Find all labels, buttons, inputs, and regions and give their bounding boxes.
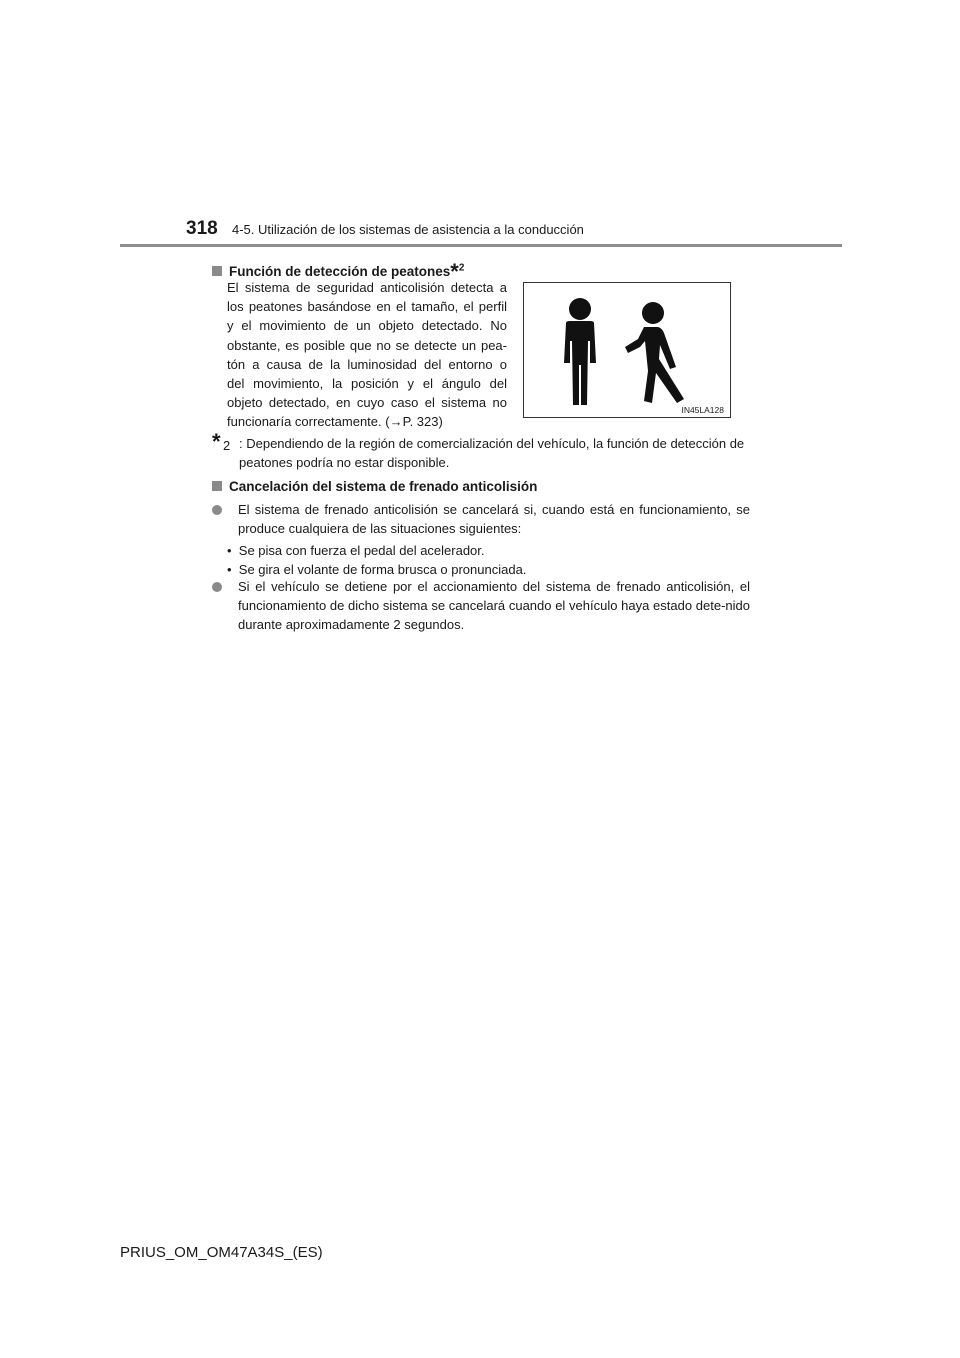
pedestrian-illustration — [524, 283, 732, 419]
bullet-item — [212, 577, 750, 635]
paragraph-line: El sistema de seguridad anticolisión detecta a — [227, 280, 507, 295]
round-bullet-icon — [212, 505, 222, 515]
footnote-number: 2 — [223, 438, 231, 453]
footnote-text: : Dependiendo de la región de comercialización del vehículo, la función de detección de peatones podría no estar disponible. — [239, 436, 745, 470]
bullet-text: El sistema de frenado anticolisión se cancelará si, cuando está en funcionamiento, se produce cualquiera de las situaciones siguientes: — [238, 502, 750, 537]
pedestrian-detection-paragraph — [227, 278, 507, 432]
paragraph-line: tón a causa de la luminosidad del entorno o — [227, 356, 507, 372]
paragraph-line: del movimiento, la posición y el ángulo del — [227, 376, 507, 392]
sub-bullet-marker: • — [227, 543, 232, 558]
page-number: 318 — [186, 218, 218, 239]
round-bullet-icon — [212, 582, 222, 592]
paragraph-text: funcionaría correctamente. ( — [227, 414, 390, 430]
bullet-text: Si el vehículo se detiene por el accionamiento del sistema de frenado anticolisión, el funcionamiento de dicho sistema se cancelará cuando el vehículo haya estado dete-nido durante aproximadamente 2 segundos. — [238, 579, 750, 633]
arrow-icon: → — [389, 414, 403, 430]
sub-list-text: Se pisa con fuerza el pedal del acelerador. — [238, 543, 485, 558]
footnote — [212, 429, 752, 472]
footnote-sup: 2 — [458, 262, 465, 274]
square-bullet-icon — [212, 266, 222, 276]
section-heading-text: Cancelación del sistema de frenado anticolisión — [229, 479, 538, 494]
page-reference-link[interactable]: P. 323) — [402, 414, 443, 430]
sub-list-text: Se gira el volante de forma brusca o pronunciada. — [238, 562, 527, 577]
paragraph-line: objeto detectado, en cuyo caso el sistema no — [227, 395, 507, 411]
footnote-star: * — [212, 429, 221, 454]
walking-pedestrian-icon — [625, 302, 684, 403]
figure-code: IN45LA128 — [681, 405, 724, 415]
header-rule — [120, 244, 842, 247]
standing-pedestrian-icon — [564, 298, 596, 405]
footnote-star: * — [450, 259, 459, 284]
section-heading-text: Función de detección de peatones — [229, 264, 451, 279]
paragraph-last-line — [227, 412, 507, 431]
sub-list-item — [227, 541, 485, 560]
paragraph-line: obstante, es posible que no se detecte un pea- — [227, 337, 507, 353]
section-heading-cancellation — [212, 479, 537, 494]
document-code: PRIUS_OM_OM47A34S_(ES) — [120, 1244, 323, 1261]
sub-bullet-marker: • — [227, 562, 232, 577]
paragraph-line: y el movimiento de un objeto detectado. No — [227, 318, 507, 334]
square-bullet-icon — [212, 481, 222, 491]
bullet-item — [212, 500, 750, 538]
pedestrian-figure — [523, 282, 731, 418]
chapter-title: 4-5. Utilización de los sistemas de asistencia a la conducción — [232, 222, 584, 237]
paragraph-line: los peatones basándose en el tamaño, el perfil — [227, 299, 507, 315]
